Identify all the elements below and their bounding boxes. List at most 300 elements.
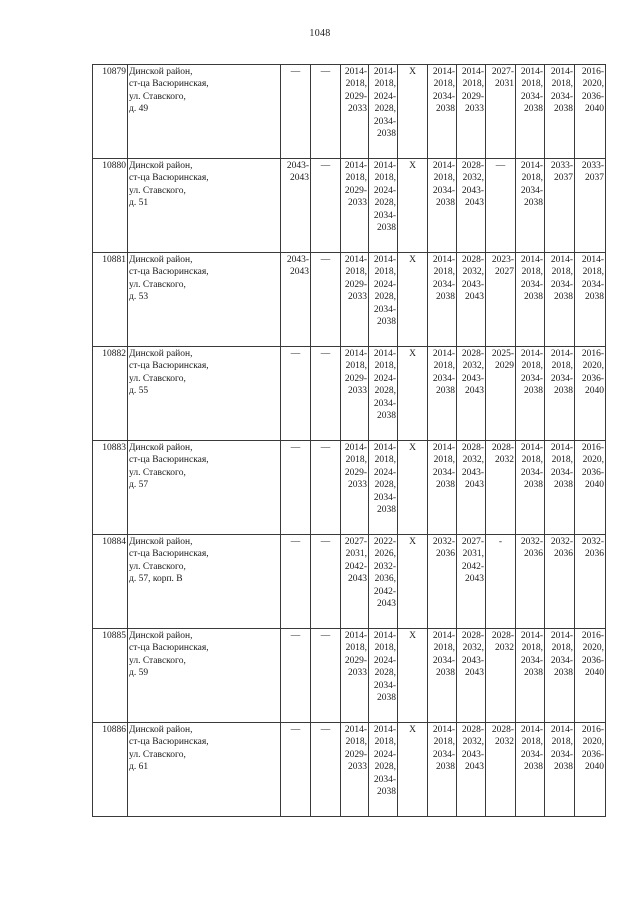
period-line: 2014-: [520, 443, 543, 453]
period-line: 2036: [524, 549, 543, 560]
period-cell: [575, 159, 606, 253]
period-cell: [341, 535, 369, 629]
period-line: 2029-: [344, 91, 367, 102]
period-cell: [545, 65, 575, 159]
registry-table-body: [93, 65, 606, 817]
period-cell: [398, 347, 428, 441]
period-line: 2034-: [581, 279, 604, 290]
period-cell: [486, 159, 516, 253]
period-cell: [516, 629, 545, 723]
period-line: 2014-: [373, 631, 396, 641]
period-cell: [398, 535, 428, 629]
period-line: 2022-: [373, 537, 396, 547]
period-line: 2034-: [373, 304, 396, 315]
page-number: 1048: [309, 28, 331, 39]
period-line: 2027-: [461, 537, 484, 547]
period-line: 2038: [554, 104, 573, 115]
period-line: 2036-: [581, 373, 604, 384]
period-line: 2024-: [373, 467, 396, 478]
period-line: 2014-: [432, 161, 455, 171]
period-line: 2014-: [373, 255, 396, 265]
record-number: 10884: [93, 535, 128, 629]
address-line: д. 57: [129, 480, 149, 491]
period-line: 2037: [554, 173, 573, 184]
period-cell: [486, 441, 516, 535]
address-line: ст-ца Васюринская,: [129, 173, 209, 184]
period-line: 2034-: [432, 279, 455, 290]
address-line: Динской район,: [129, 631, 193, 641]
address-cell: [128, 65, 281, 159]
period-line: 2018,: [345, 361, 367, 372]
period-line: 2014-: [373, 67, 396, 77]
period-cell: [369, 65, 398, 159]
period-line: 2038: [436, 104, 455, 115]
address-line: Динской район,: [129, 161, 193, 171]
period-line: 2034-: [432, 655, 455, 666]
period-line: 2026,: [374, 549, 396, 560]
period-line: —: [290, 443, 301, 453]
address-line: ул. Ставского,: [129, 91, 186, 102]
period-line: 2018,: [521, 737, 543, 748]
period-cell: [545, 723, 575, 817]
period-line: 2036-: [581, 655, 604, 666]
period-line: 2038: [377, 317, 396, 328]
period-line: 2018,: [374, 267, 396, 278]
period-line: 2040: [585, 480, 604, 491]
period-cell: [428, 629, 457, 723]
period-cell: [341, 723, 369, 817]
period-line: 2028-: [491, 631, 514, 641]
period-line: 2028,: [374, 292, 396, 303]
address-cell: [128, 159, 281, 253]
period-cell: [545, 629, 575, 723]
period-cell: [369, 253, 398, 347]
period-line: 2028,: [374, 386, 396, 397]
address-line: д. 49: [129, 104, 149, 115]
period-line: 2014-: [550, 255, 573, 265]
period-line: 2043: [290, 267, 309, 278]
period-cell: [281, 723, 311, 817]
period-line: 2034-: [432, 467, 455, 478]
period-line: 2024-: [373, 655, 396, 666]
period-line: 2028,: [374, 762, 396, 773]
period-line: 2032-: [550, 537, 573, 547]
period-line: 2029-: [344, 749, 367, 760]
period-line: 2027-: [344, 537, 367, 547]
period-line: 2014-: [344, 349, 367, 359]
period-cell: [311, 65, 341, 159]
period-cell: [486, 253, 516, 347]
period-line: 2018,: [521, 267, 543, 278]
period-line: 2032,: [462, 173, 484, 184]
period-line: 2028,: [374, 668, 396, 679]
period-line: 2038: [554, 292, 573, 303]
period-line: 2016-: [581, 349, 604, 359]
period-line: 2028-: [461, 631, 484, 641]
record-number: 10881: [93, 253, 128, 347]
address-line: д. 61: [129, 762, 149, 773]
period-line: 2034-: [550, 467, 573, 478]
period-line: 2018,: [374, 737, 396, 748]
period-line: 2043: [465, 668, 484, 679]
period-line: 2038: [524, 762, 543, 773]
period-cell: [398, 159, 428, 253]
period-cell: [428, 347, 457, 441]
period-line: 2042-: [461, 561, 484, 572]
period-line: 2032-: [432, 537, 455, 547]
period-line: 2034-: [550, 279, 573, 290]
period-line: 2038: [524, 292, 543, 303]
period-line: 2034-: [550, 91, 573, 102]
period-line: 2032,: [462, 267, 484, 278]
period-line: —: [320, 537, 331, 547]
period-line: 2024-: [373, 185, 396, 196]
period-line: 2036-: [581, 91, 604, 102]
period-line: 2038: [524, 480, 543, 491]
period-line: 2016-: [581, 443, 604, 453]
period-line: 2040: [585, 668, 604, 679]
period-line: 2038: [554, 762, 573, 773]
period-cell: [398, 65, 428, 159]
address-line: д. 53: [129, 292, 149, 303]
period-line: 2014-: [432, 631, 455, 641]
period-cell: [311, 347, 341, 441]
period-cell: [341, 159, 369, 253]
period-cell: [369, 629, 398, 723]
period-line: X: [409, 725, 416, 735]
address-line: ст-ца Васюринская,: [129, 737, 209, 748]
period-line: 2016-: [581, 67, 604, 77]
period-cell: [516, 65, 545, 159]
period-line: 2018,: [345, 737, 367, 748]
table-row: [93, 723, 606, 817]
period-line: 2033: [348, 668, 367, 679]
period-line: 2032,: [462, 455, 484, 466]
address-line: ул. Ставского,: [129, 655, 186, 666]
period-cell: [369, 535, 398, 629]
period-cell: [311, 629, 341, 723]
period-line: 2014-: [373, 161, 396, 171]
period-line: 2043: [465, 386, 484, 397]
period-line: 2018,: [374, 361, 396, 372]
period-line: 2032,: [462, 737, 484, 748]
period-line: 2034-: [550, 749, 573, 760]
period-line: 2038: [377, 505, 396, 516]
period-line: 2018,: [551, 455, 573, 466]
period-line: 2040: [585, 762, 604, 773]
period-line: 2018,: [551, 737, 573, 748]
period-line: 2034-: [520, 91, 543, 102]
period-line: 2014-: [432, 67, 455, 77]
period-line: 2014-: [520, 67, 543, 77]
period-line: 2014-: [520, 161, 543, 171]
period-line: —: [320, 631, 331, 641]
period-line: 2028,: [374, 104, 396, 115]
period-cell: [428, 253, 457, 347]
address-line: Динской район,: [129, 443, 193, 453]
period-cell: [457, 347, 486, 441]
period-cell: [428, 65, 457, 159]
period-line: 2043: [465, 480, 484, 491]
period-line: 2018,: [462, 79, 484, 90]
period-cell: [369, 723, 398, 817]
period-cell: [457, 65, 486, 159]
period-cell: [486, 65, 516, 159]
period-line: 2027: [495, 267, 514, 278]
period-line: 2014-: [520, 631, 543, 641]
period-line: 2038: [436, 198, 455, 209]
period-line: 2043: [290, 173, 309, 184]
period-cell: [281, 65, 311, 159]
period-line: 2028-: [461, 255, 484, 265]
period-line: X: [409, 631, 416, 641]
period-line: —: [320, 725, 331, 735]
period-line: 2018,: [433, 643, 455, 654]
address-line: ст-ца Васюринская,: [129, 455, 209, 466]
address-line: ст-ца Васюринская,: [129, 361, 209, 372]
period-line: —: [495, 161, 506, 171]
period-line: 2023-: [491, 255, 514, 265]
period-line: 2014-: [550, 725, 573, 735]
period-line: —: [320, 161, 331, 171]
period-line: 2042-: [373, 586, 396, 597]
record-number: 10880: [93, 159, 128, 253]
period-line: 2014-: [344, 631, 367, 641]
period-line: 2043-: [286, 255, 309, 265]
period-cell: [341, 629, 369, 723]
period-cell: [516, 253, 545, 347]
period-line: 2018,: [433, 267, 455, 278]
period-cell: [398, 629, 428, 723]
period-cell: [575, 441, 606, 535]
period-line: 2033-: [581, 161, 604, 171]
period-line: 2032-: [581, 537, 604, 547]
period-line: 2018,: [551, 267, 573, 278]
period-line: 2027-: [491, 67, 514, 77]
address-line: Динской район,: [129, 537, 193, 547]
period-cell: [575, 629, 606, 723]
period-line: 2036-: [581, 467, 604, 478]
period-line: 2036: [585, 549, 604, 560]
period-line: 2043: [465, 574, 484, 585]
period-line: 2042-: [344, 561, 367, 572]
period-line: X: [409, 443, 416, 453]
period-line: 2028-: [461, 443, 484, 453]
period-cell: [428, 159, 457, 253]
address-line: Динской район,: [129, 349, 193, 359]
period-line: 2031,: [462, 549, 484, 560]
period-cell: [281, 629, 311, 723]
period-line: 2014-: [432, 349, 455, 359]
period-line: —: [290, 631, 301, 641]
period-line: 2036: [554, 549, 573, 560]
period-line: 2028,: [374, 480, 396, 491]
period-line: 2020,: [582, 737, 604, 748]
period-line: 2024-: [373, 279, 396, 290]
period-cell: [575, 65, 606, 159]
address-line: Динской район,: [129, 255, 193, 265]
period-cell: [428, 441, 457, 535]
period-line: 2034-: [432, 373, 455, 384]
period-cell: [516, 723, 545, 817]
period-line: 2040: [585, 386, 604, 397]
period-line: 2036: [436, 549, 455, 560]
period-cell: [428, 723, 457, 817]
record-number: 10885: [93, 629, 128, 723]
period-line: 2038: [377, 787, 396, 798]
period-line: X: [409, 349, 416, 359]
record-number: 10882: [93, 347, 128, 441]
period-line: 2043-: [286, 161, 309, 171]
period-line: 2043-: [461, 467, 484, 478]
period-line: 2028-: [461, 349, 484, 359]
period-cell: [311, 159, 341, 253]
period-line: 2018,: [433, 455, 455, 466]
period-line: 2034-: [520, 655, 543, 666]
registry-table: [92, 64, 606, 817]
period-line: 2033: [348, 292, 367, 303]
table-row: [93, 159, 606, 253]
address-cell: [128, 723, 281, 817]
period-line: 2034-: [520, 185, 543, 196]
period-line: 2034-: [520, 749, 543, 760]
period-line: 2018,: [551, 643, 573, 654]
address-line: ст-ца Васюринская,: [129, 549, 209, 560]
period-cell: [457, 723, 486, 817]
period-line: 2033: [348, 386, 367, 397]
period-line: 2014-: [581, 255, 604, 265]
period-line: 2018,: [521, 455, 543, 466]
address-line: Динской район,: [129, 67, 193, 77]
period-line: 2034-: [373, 492, 396, 503]
period-line: 2043-: [461, 279, 484, 290]
period-line: 2020,: [582, 361, 604, 372]
period-cell: [281, 535, 311, 629]
period-line: 2033-: [550, 161, 573, 171]
address-line: ул. Ставского,: [129, 279, 186, 290]
period-line: 2018,: [374, 79, 396, 90]
period-cell: [341, 65, 369, 159]
period-line: 2020,: [582, 79, 604, 90]
period-line: 2038: [524, 198, 543, 209]
period-line: 2038: [554, 386, 573, 397]
period-line: 2018,: [551, 79, 573, 90]
period-line: 2038: [377, 223, 396, 234]
address-line: ст-ца Васюринская,: [129, 79, 209, 90]
period-line: 2038: [585, 292, 604, 303]
period-line: 2043: [465, 292, 484, 303]
record-number: 10883: [93, 441, 128, 535]
period-line: 2038: [377, 693, 396, 704]
period-line: 2032,: [462, 361, 484, 372]
address-line: д. 55: [129, 386, 149, 397]
period-line: 2034-: [432, 749, 455, 760]
period-line: 2018,: [345, 455, 367, 466]
period-cell: [369, 159, 398, 253]
period-line: 2014-: [520, 349, 543, 359]
period-line: 2038: [436, 668, 455, 679]
period-line: 2028,: [374, 198, 396, 209]
period-line: 2043-: [461, 749, 484, 760]
period-cell: [457, 253, 486, 347]
address-line: ул. Ставского,: [129, 561, 186, 572]
period-cell: [516, 347, 545, 441]
period-line: 2032,: [462, 643, 484, 654]
period-line: 2037: [585, 173, 604, 184]
period-line: 2043: [465, 762, 484, 773]
period-line: 2034-: [373, 774, 396, 785]
period-line: 2033: [465, 104, 484, 115]
address-line: ст-ца Васюринская,: [129, 643, 209, 654]
period-line: 2018,: [521, 173, 543, 184]
period-line: —: [290, 537, 301, 547]
table-row: [93, 253, 606, 347]
period-line: 2018,: [433, 737, 455, 748]
period-cell: [545, 159, 575, 253]
period-line: 2043-: [461, 655, 484, 666]
period-line: -: [498, 537, 503, 547]
period-line: —: [290, 725, 301, 735]
period-line: 2018,: [374, 455, 396, 466]
period-line: 2014-: [344, 161, 367, 171]
period-cell: [281, 253, 311, 347]
period-cell: [545, 535, 575, 629]
period-line: 2034-: [432, 185, 455, 196]
period-line: 2014-: [432, 255, 455, 265]
record-number: 10879: [93, 65, 128, 159]
period-line: 2029-: [344, 655, 367, 666]
period-line: 2024-: [373, 749, 396, 760]
period-line: 2043: [377, 599, 396, 610]
table-row: [93, 347, 606, 441]
period-cell: [516, 441, 545, 535]
period-line: 2033: [348, 762, 367, 773]
period-line: X: [409, 67, 416, 77]
period-line: 2018,: [582, 267, 604, 278]
period-line: 2038: [436, 292, 455, 303]
period-line: 2029-: [344, 279, 367, 290]
period-line: 2034-: [373, 116, 396, 127]
period-line: 2038: [436, 386, 455, 397]
period-cell: [281, 159, 311, 253]
period-line: 2038: [377, 129, 396, 140]
period-cell: [311, 535, 341, 629]
period-cell: [341, 253, 369, 347]
period-cell: [486, 629, 516, 723]
period-line: 2014-: [344, 67, 367, 77]
period-line: 2033: [348, 104, 367, 115]
address-line: Динской район,: [129, 725, 193, 735]
period-line: X: [409, 537, 416, 547]
period-line: 2014-: [373, 725, 396, 735]
period-cell: [486, 535, 516, 629]
period-line: 2034-: [520, 373, 543, 384]
period-line: 2038: [524, 104, 543, 115]
period-line: 2014-: [550, 631, 573, 641]
period-line: 2014-: [550, 443, 573, 453]
period-line: 2033: [348, 480, 367, 491]
period-cell: [311, 441, 341, 535]
period-line: 2033: [348, 198, 367, 209]
period-line: 2018,: [345, 173, 367, 184]
period-line: 2014-: [432, 443, 455, 453]
period-line: 2024-: [373, 373, 396, 384]
period-line: 2031: [495, 79, 514, 90]
period-cell: [398, 723, 428, 817]
period-line: 2036-: [581, 749, 604, 760]
period-line: 2034-: [432, 91, 455, 102]
period-cell: [516, 159, 545, 253]
